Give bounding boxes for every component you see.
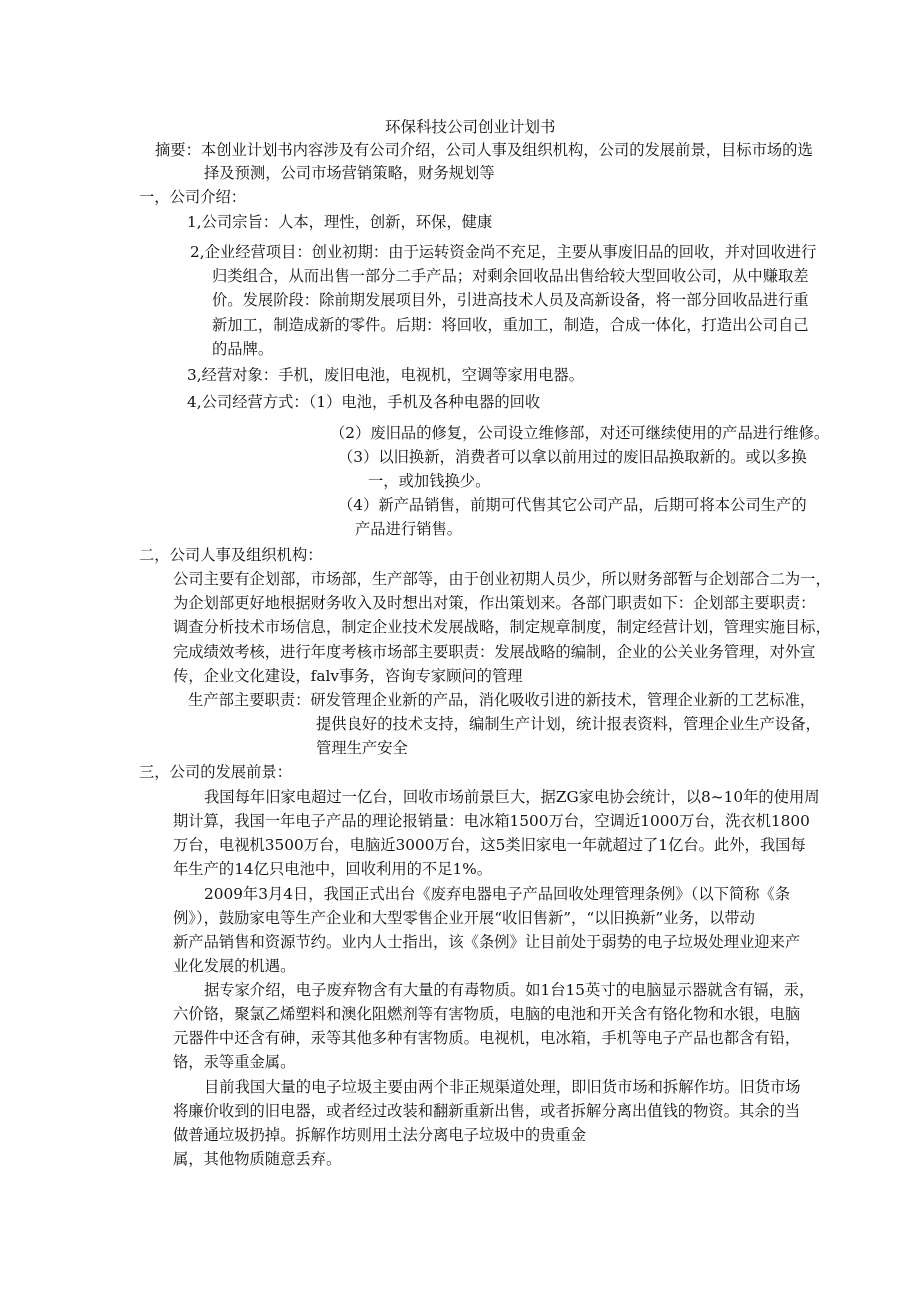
production-duties-line-3: 管理生产安全 [316,739,408,757]
prospect-p2-line-1: 2009年3月4日，我国正式出台《废弃电器电子产品回收处理管理条例》（以下简称《条 [204,885,791,903]
document-title: 环保科技公司创业计划书 [385,118,556,136]
section-3-heading: 三，公司的发展前景： [139,763,292,781]
abstract-line-2: 择及预测，公司市场营销策略，财务规划等 [204,164,495,182]
prospect-p1-line-3: 万台，电视机3500万台，电脑近3000万台，这5类旧家电一年就超过了1亿台。此外，我国每 [173,836,806,854]
operation-mode-4-line-2: 产品进行销售。 [355,520,463,538]
prospect-p3-line-4: 铬，汞等重金属。 [173,1053,296,1071]
org-paragraph-line-4: 完成绩效考核，进行年度考核市场部主要职责：发展战略的编制，企业的公关业务管理，对外宣 [173,643,816,661]
business-project-line-5: 的品牌。 [212,340,274,358]
operation-mode-4-line-1: （4）新产品销售，前期可代售其它公司产品，后期可将本公司生产的 [338,496,807,514]
operation-mode-3-line-1: （3）以旧换新，消费者可以拿以前用过的废旧品换取新的。或以多换 [338,448,807,466]
business-project-line-3: 价。发展阶段：除前期发展项目外，引进高技术人员及高新设备，将一部分回收品进行重 [212,291,809,309]
business-project-line-4: 新加工，制造成新的零件。后期：将回收，重加工，制造，合成一体化，打造出公司自己 [212,316,809,334]
prospect-p1-line-1: 我国每年旧家电超过一亿台，回收市场前景巨大，据ZG家电协会统计，以8~10年的使用周 [204,788,820,806]
operation-mode: 4,公司经营方式：（1）电池，手机及各种电器的回收 [187,393,541,411]
prospect-p4-line-1: 目前我国大量的电子垃圾主要由两个非正规渠道处理，即旧货市场和拆解作坊。旧货市场 [204,1078,801,1096]
section-1-heading: 一，公司介绍： [139,188,247,206]
operation-mode-2: （2）废旧品的修复，公司设立维修部，对还可继续使用的产品进行维修。 [330,424,830,442]
prospect-p4-line-4: 属，其他物质随意丢弃。 [173,1150,342,1168]
production-duties-line-1: 生产部主要职责：研发管理企业新的产品，消化吸收引进的新技术，管理企业新的工艺标准， [188,691,816,709]
prospect-p1-line-2: 期计算，我国一年电子产品的理论报销量：电冰箱1500万台，空调近1000万台，洗衣机1800 [173,812,810,830]
business-project-line-2: 归类组合，从而出售一部分二手产品；对剩余回收品出售给较大型回收公司，从中赚取差 [212,267,809,285]
org-paragraph-line-1: 公司主要有企划部，市场部，生产部等，由于创业初期人员少，所以财务部暂与企划部合二为一， [173,570,831,588]
prospect-p4-line-3: 做普通垃圾扔掉。拆解作坊则用土法分离电子垃圾中的贵重金 [173,1126,587,1144]
production-duties-line-2: 提供良好的技术支持，编制生产计划，统计报表资料，管理企业生产设备， [316,715,821,733]
prospect-p2-line-3: 新产品销售和资源节约。业内人士指出，该《条例》让目前处于弱势的电子垃圾处理业迎来产 [173,933,801,951]
prospect-p1-line-4: 年生产的14亿只电池中，回收利用的不足1%。 [173,860,493,878]
prospect-p3-line-1: 据专家介绍，电子废弃物含有大量的有毒物质。如1台15英寸的电脑显示器就含有镉，汞， [204,981,815,999]
operation-mode-3-line-2: 一，或加钱换少。 [368,472,491,490]
org-paragraph-line-3: 调查分析技术市场信息，制定企业技术发展战略，制定规章制度，制定经营计划，管理实施目标， [173,618,831,636]
company-purpose: 1,公司宗旨：人本，理性，创新，环保，健康 [187,213,493,231]
business-targets: 3,经营对象：手机，废旧电池，电视机，空调等家用电器。 [187,366,585,384]
prospect-p2-line-2: 例》），鼓励家电等生产企业和大型零售企业开展“收旧售新”，“以旧换新”业务，以带动 [173,909,755,927]
prospect-p3-line-2: 六价铬，聚氯乙烯塑料和澳化阻燃剂等有害物质，电脑的电池和开关含有铬化物和水银，电脑 [173,1005,801,1023]
prospect-p4-line-2: 将廉价收到的旧电器，或者经过改装和翻新重新出售，或者拆解分离出值钱的物资。其余的当 [173,1102,801,1120]
business-project-line-1: 2,企业经营项目：创业初期：由于运转资金尚不充足，主要从事废旧品的回收，并对回收进行 [190,243,817,261]
section-2-heading: 二，公司人事及组织机构： [139,546,323,564]
prospect-p3-line-3: 元器件中还含有砷，汞等其他多种有害物质。电视机，电冰箱，手机等电子产品也都含有铅， [173,1029,801,1047]
org-paragraph-line-5: 传，企业文化建设，falv事务，咨询专家顾问的管理 [173,667,523,685]
abstract-line-1: 摘要：本创业计划书内容涉及有公司介绍，公司人事及组织机构，公司的发展前景，目标市场的选 [155,141,813,159]
org-paragraph-line-2: 为企划部更好地根据财务收入及时想出对策，作出策划来。各部门职责如下：企划部主要职责： [173,594,816,612]
prospect-p2-line-4: 业化发展的机遇。 [173,957,296,975]
